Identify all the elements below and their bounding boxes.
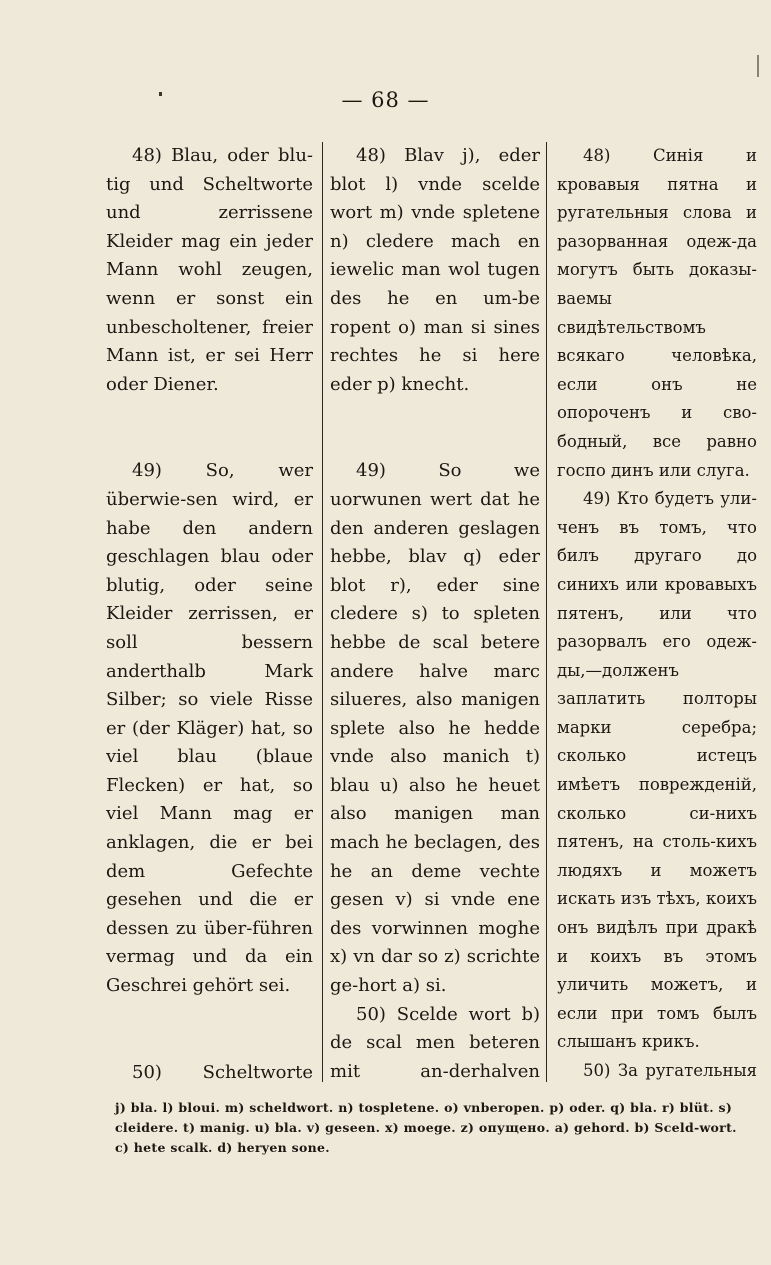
footnotes: j) bla. l) bloui. m) scheldwort. n) tospletene. o) vnberopen. p) oder. q) bla. r) blüt. s) cleidere. t) manig. u) bla. v) geseen. x) moege. z) опущено. a) gehord. b) Sceld-wort. c) hete scalk. d) heryen sone. [115, 1100, 737, 1155]
column-russian [557, 142, 757, 1087]
paragraph-50-russian: 50) За ругательныя [583, 1061, 757, 1080]
column-divider-left [322, 142, 323, 1082]
column-german [106, 142, 313, 1087]
page-edge-mark [757, 55, 759, 77]
paragraph-49-russian: 49) Кто будетъ ули-ченъ въ томъ, что билъ другаго до синихъ или кровавыхъ пятенъ, или что разорвалъ его одеж-ды,—долженъ заплатить полторы марки серебра; сколько истецъ имѣетъ поврежденій, сколько си-нихъ пятенъ, на столь-кихъ людяхъ и можетъ искать изъ тѣхъ, коихъ онъ видѣлъ при дракѣ и коихъ въ этомъ уличить можетъ, и если при томъ былъ слышанъ крикъ. [557, 489, 757, 1052]
paragraph-49-low-german: 49) So we uorwunen wert dat he den anderen geslagen hebbe, blav q) eder blot r), eder sine cledere s) to spleten hebbe de scal betere andere halve marc silueres, also manigen splete also he hedde vnde also manich t) blau u) also he heuet also manigen man mach he beclagen, des he an deme vechte gesen v) si vnde ene des vorwinnen moghe x) vn dar so z) scrichte ge-hort a) si. [330, 460, 540, 997]
paragraph-48-russian: 48) Синія и кровавыя пятна и ругательныя слова и разорванная одеж-да могутъ быть доказы-ваемы свидѣтельствомъ всякаго человѣка, если онъ не опороченъ и сво-бодный, все равно госпо динъ или слуга. [557, 146, 757, 480]
paragraph-48-german: 48) Blau, oder blu-tig und Scheltworte und zerrissene Kleider mag ein jeder Mann wohl zeugen, wenn er sonst ein unbescholtener, freier Mann ist, er sei Herr oder Diener. [106, 145, 313, 395]
column-low-german [330, 142, 540, 1087]
paragraph-50-low-german: 50) Scelde wort b) de scal men beteren mit an-derhalven [330, 1003, 540, 1082]
paragraph-49-german: 49) So, wer überwie-sen wird, er habe den andern geschlagen blau oder blutig, oder seine Kleider zerrissen, er soll bessern anderthalb Mark Silber; so viele Risse er (der Kläger) hat, so viel blau (blaue Flecken) er hat, so viel Mann mag er anklagen, die er bei dem Gefechte gesehen und die er dessen zu über-führen vermag und da ein Geschrei gehört sei. [106, 460, 313, 997]
page-number: — 68 — [341, 88, 430, 112]
column-divider-right [546, 142, 547, 1082]
paragraph-48-low-german: 48) Blav j), eder blot l) vnde scelde wort m) vnde spletene n) cledere mach en ieweliс man wol tugen des he en um-be ropent o) man si sines rechtes he si here eder p) knecht. [330, 145, 540, 395]
paragraph-50-german: 50) Scheltworte [132, 1061, 313, 1083]
